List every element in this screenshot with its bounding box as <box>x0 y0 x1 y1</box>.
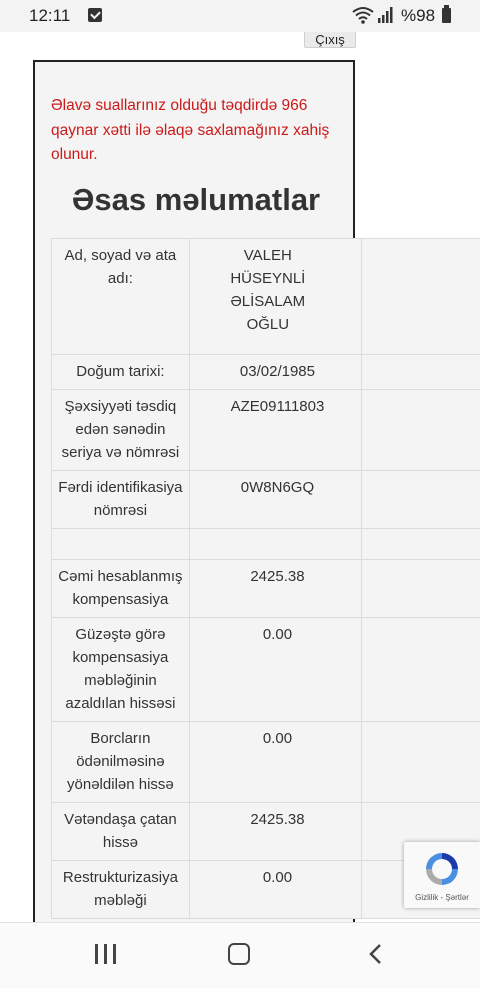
row-label: Cəmi hesablanmış kompensasiya <box>52 560 190 618</box>
battery-level: %98 <box>401 6 435 26</box>
hotline-notice: Əlavə suallarınız olduğu təqdirdə 966 qaynar xətti ilə əlaqə saxlamağınız xahiş olunur. <box>51 94 341 168</box>
row-label: Şəxsiyyəti təsdiq edən sənədin seriya və nömrəsi <box>52 390 190 471</box>
row-value: 03/02/1985 <box>189 355 361 390</box>
table-row <box>52 471 480 529</box>
signal-icon <box>377 7 393 23</box>
status-time: 12:11 <box>29 6 70 26</box>
row-value <box>189 239 361 355</box>
home-icon[interactable] <box>228 943 250 965</box>
recaptcha-badge[interactable] <box>404 842 480 908</box>
full-name-value: VALEH HÜSEYNLİ ƏLİSALAM OĞLU <box>223 244 313 336</box>
recaptcha-icon <box>422 849 462 889</box>
status-bar <box>0 0 480 32</box>
table-row <box>52 618 480 722</box>
notification-check-icon <box>88 8 102 22</box>
row-value: 0.00 <box>189 722 361 803</box>
row-extra <box>362 239 480 355</box>
row-extra <box>362 529 480 560</box>
row-value: 2425.38 <box>189 803 361 861</box>
row-extra <box>362 560 480 618</box>
row-label: Güzəştə görə kompensasiya məbləğinin azaldılan hissəsi <box>52 618 190 722</box>
row-value: 2425.38 <box>189 560 361 618</box>
recents-icon[interactable] <box>95 944 117 964</box>
table-row <box>52 355 480 390</box>
row-value: 0.00 <box>189 861 361 919</box>
logout-button[interactable]: Çıxış <box>304 32 356 48</box>
row-label <box>52 529 190 560</box>
row-label: Restrukturizasiya məbləği <box>52 861 190 919</box>
web-page[interactable] <box>0 32 480 922</box>
row-value: 0.00 <box>189 618 361 722</box>
table-row <box>52 529 480 560</box>
table-row <box>52 239 480 355</box>
table-row <box>52 560 480 618</box>
info-table <box>51 238 480 919</box>
row-value: AZE09111803 <box>189 390 361 471</box>
row-label: Ad, soyad və ata adı: <box>52 239 190 355</box>
row-label: Borcların ödənilməsinə yönəldilən hissə <box>52 722 190 803</box>
row-label: Fərdi identifikasiya nömrəsi <box>52 471 190 529</box>
back-icon[interactable] <box>368 943 382 965</box>
recaptcha-privacy-terms-link[interactable]: Gizlilik - Şərtlər <box>404 893 480 902</box>
row-label: Doğum tarixi: <box>52 355 190 390</box>
wifi-icon <box>352 6 374 24</box>
row-extra <box>362 471 480 529</box>
row-extra <box>362 390 480 471</box>
navigation-bar <box>0 922 480 988</box>
row-extra <box>362 722 480 803</box>
table-row <box>52 390 480 471</box>
table-row <box>52 722 480 803</box>
row-extra <box>362 618 480 722</box>
row-extra <box>362 355 480 390</box>
row-label: Vətəndaşa çatan hissə <box>52 803 190 861</box>
row-value <box>189 529 361 560</box>
battery-icon <box>442 8 451 23</box>
row-value: 0W8N6GQ <box>189 471 361 529</box>
page-title: Əsas məlumatlar <box>51 182 341 218</box>
